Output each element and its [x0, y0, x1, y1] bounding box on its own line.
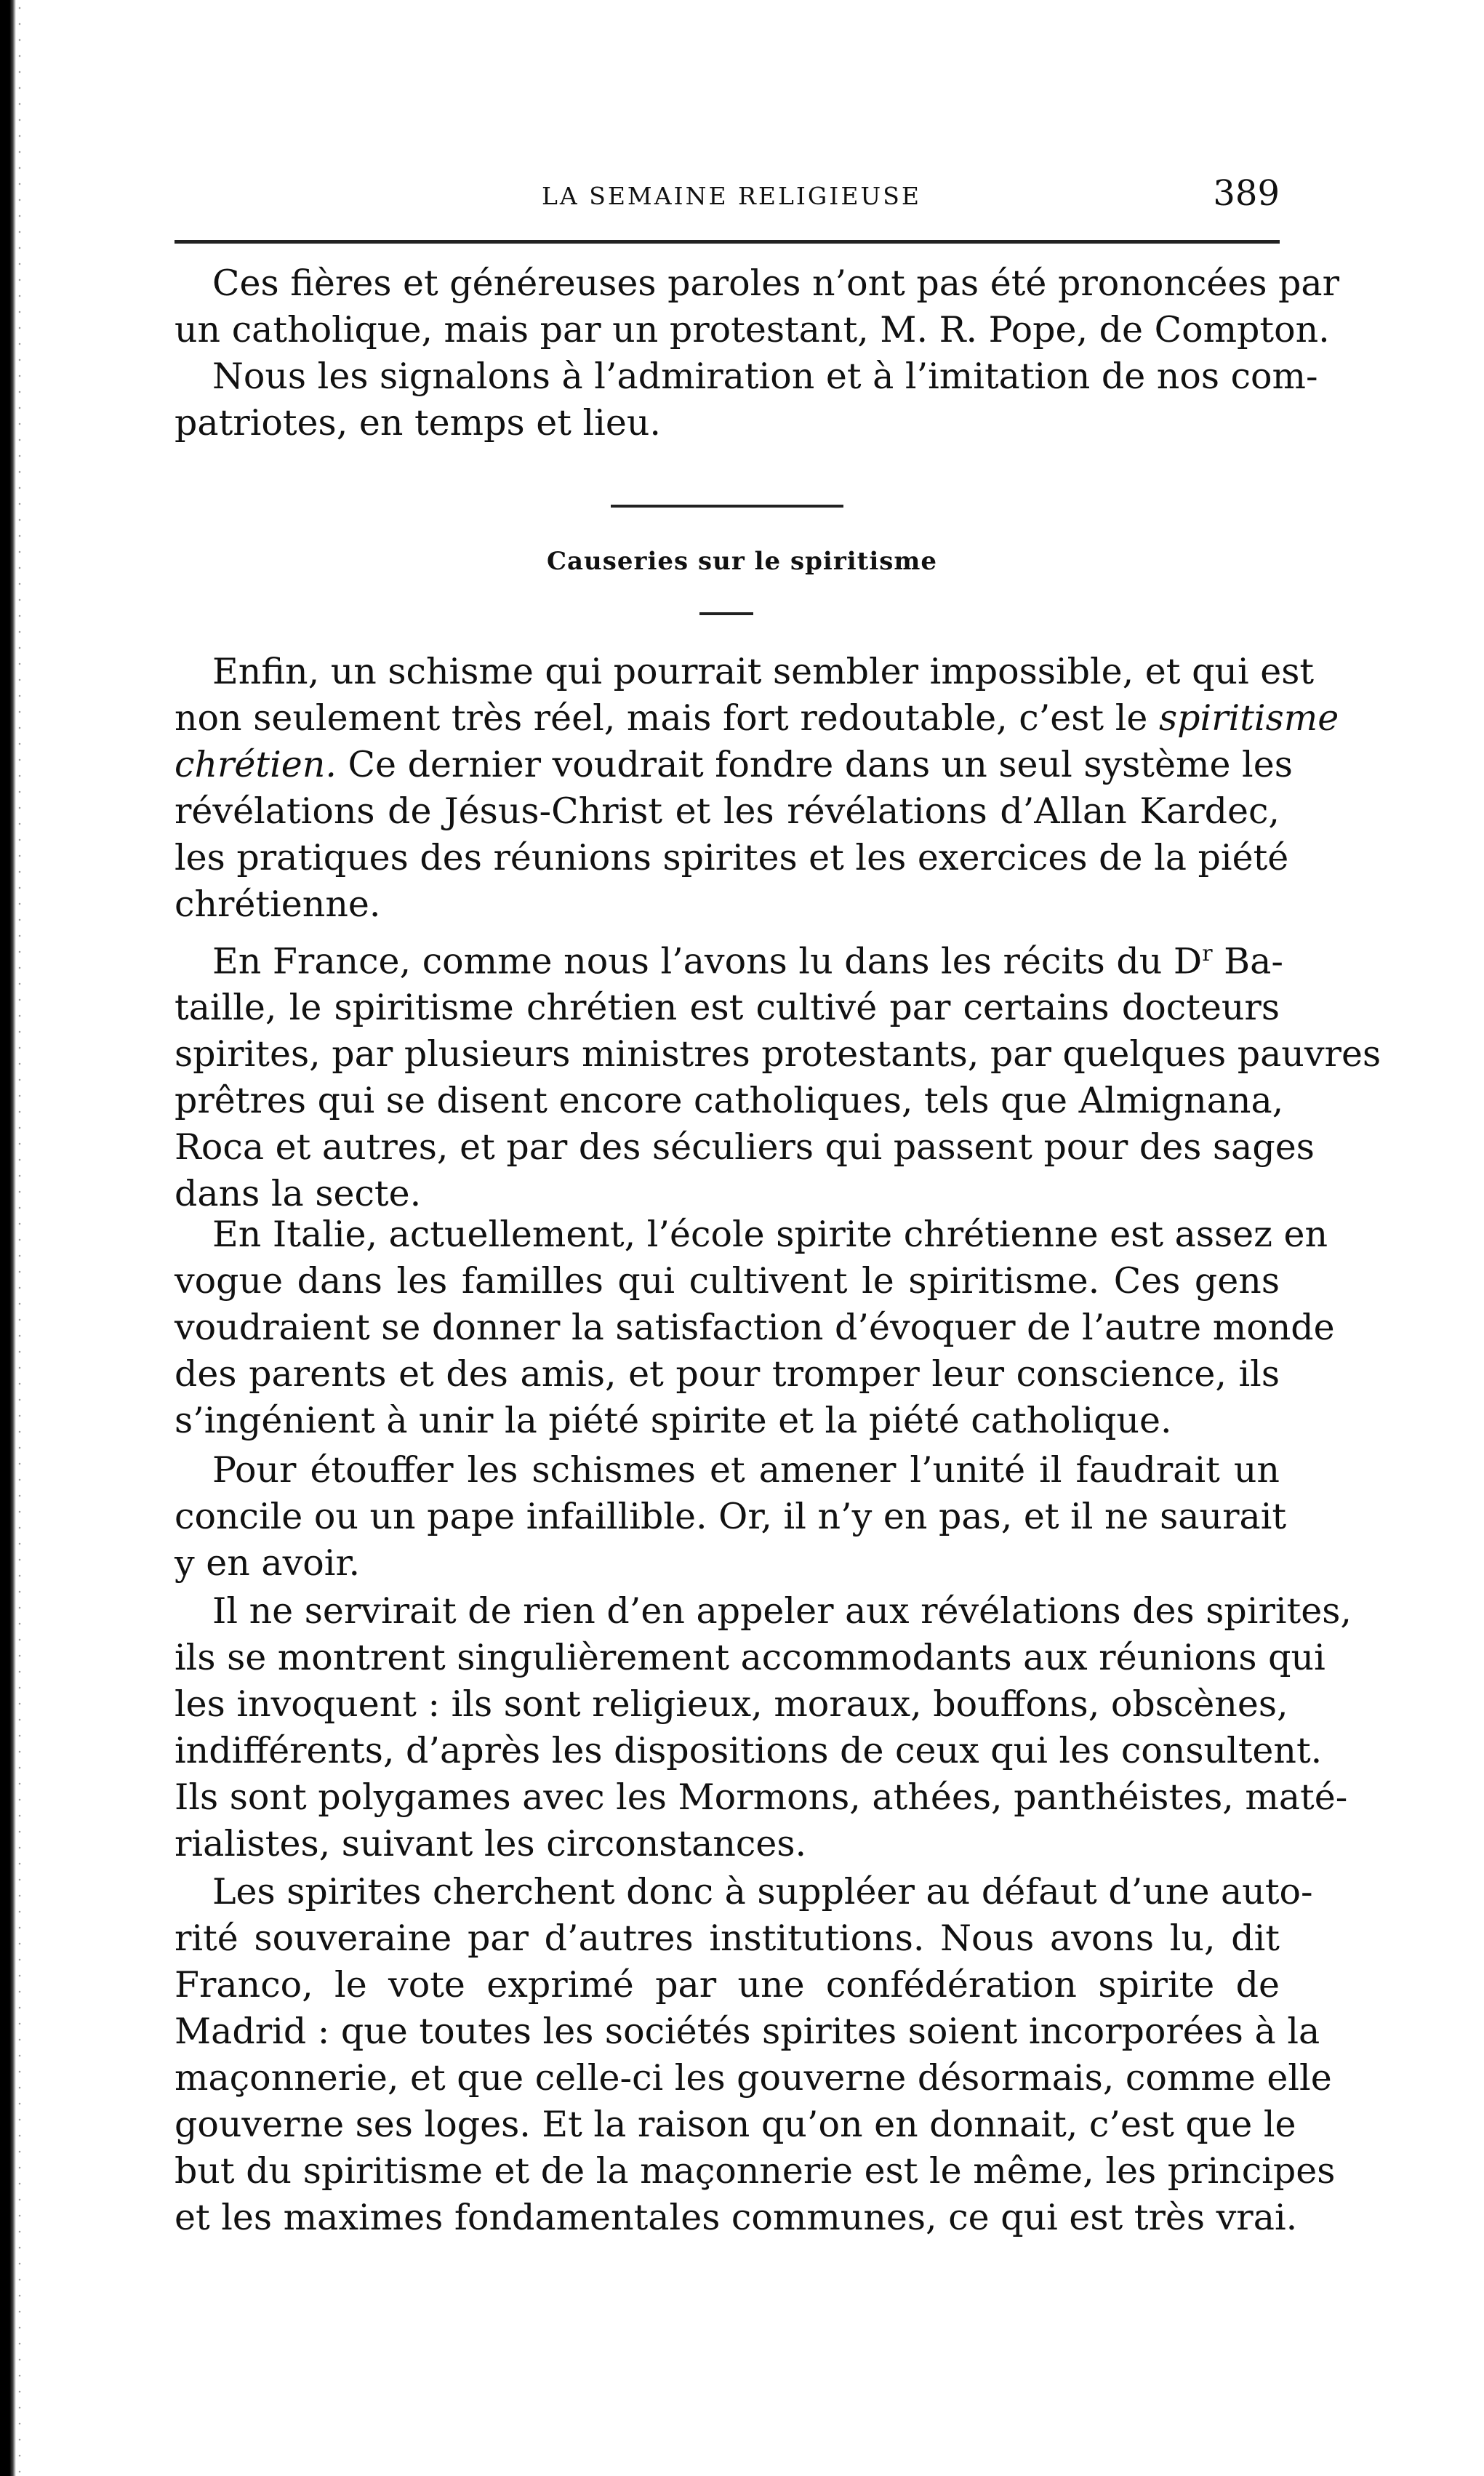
paragraph-line: s’ingénient à unir la piété spirite et la piété catholique.: [175, 1400, 1172, 1441]
paragraph-line: et les maximes fondamentales communes, ce qui est très vrai.: [175, 2197, 1298, 2238]
paragraph-line: Ces fières et généreuses paroles n’ont pas été prononcées par: [212, 263, 1340, 304]
paragraph-line: Franco, le vote exprimé par une confédération spirite de: [175, 1964, 1280, 2006]
paragraph-line: Pour étouffer les schismes et amener l’unité il faudrait un: [212, 1449, 1280, 1491]
paragraph-line: Roca et autres, et par des séculiers qui passent pour des sages: [175, 1126, 1315, 1169]
paragraph-line: vogue dans les familles qui cultivent le spiritisme. Ces gens: [175, 1260, 1280, 1302]
paragraph-line: gouverne ses loges. Et la raison qu’on en donnait, c’est que le: [175, 2104, 1296, 2145]
paragraph-line: les pratiques des réunions spirites et les exercices de la piété: [175, 837, 1289, 878]
paragraph-line: Ils sont polygames avec les Mormons, athées, panthéistes, maté-: [175, 1776, 1348, 1818]
scan-margin-specks: [16, 0, 23, 2476]
paragraph-line: [175, 742, 1293, 788]
paragraph-7: [175, 1869, 1336, 2241]
paragraph-line: patriotes, en temps et lieu.: [175, 402, 661, 444]
running-title: LA SEMAINE RELIGIEUSE: [542, 182, 921, 210]
paragraph-line: Madrid : que toutes les sociétés spirites soient incorporées à la: [175, 2011, 1320, 2052]
paragraph-line: [175, 695, 1339, 742]
paragraph-line: indifférents, d’après les dispositions de ceux qui les consultent.: [175, 1730, 1323, 1771]
paragraph-6: [175, 1588, 1352, 1867]
paragraph-line: ils se montrent singulièrement accommodants aux réunions qui: [175, 1637, 1325, 1678]
paragraph-line: dans la secte.: [175, 1173, 422, 1215]
header-rule: [175, 240, 1280, 244]
italic-term: chrétien.: [175, 744, 337, 785]
paragraph-line: spirites, par plusieurs ministres protestants, par quelques pauvres: [175, 1033, 1381, 1075]
text-run: Ba-: [1212, 940, 1283, 982]
page-header: [175, 173, 1280, 233]
paragraph-line: les invoquent : ils sont religieux, moraux, bouffons, obscènes,: [175, 1683, 1288, 1725]
paragraph-1: [175, 260, 1340, 446]
scan-binding-edge: [0, 0, 16, 2476]
paragraph-line: concile ou un pape infaillible. Or, il n’y en pas, et il ne saurait: [175, 1496, 1287, 1537]
paragraph-line: Nous les signalons à l’admiration et à l’imitation de nos com-: [212, 356, 1318, 397]
text-run: non seulement très réel, mais fort redoutable, c’est le: [175, 697, 1159, 739]
text-run: En France, comme nous l’avons lu dans les récits du D: [212, 940, 1203, 982]
paragraph-line: taille, le spiritisme chrétien est cultivé par certains docteurs: [175, 987, 1280, 1029]
paragraph-line: y en avoir.: [175, 1542, 361, 1584]
paragraph-line: maçonnerie, et que celle-ci les gouverne désormais, comme elle: [175, 2057, 1332, 2099]
paragraph-line: Les spirites cherchent donc à suppléer au défaut d’une auto-: [212, 1871, 1313, 1912]
paragraph-line: des parents et des amis, et pour tromper leur conscience, ils: [175, 1353, 1280, 1395]
paragraph-line: rité souveraine par d’autres institutions. Nous avons lu, dit: [175, 1918, 1280, 1959]
paragraph-line: Enfin, un schisme qui pourrait sembler impossible, et qui est: [212, 651, 1315, 692]
paragraph-line: révélations de Jésus-Christ et les révélations d’Allan Kardec,: [175, 790, 1280, 832]
italic-term: spiritisme: [1158, 697, 1339, 739]
paragraph-line: Il ne servirait de rien d’en appeler aux révélations des spirites,: [212, 1590, 1352, 1632]
paragraph-line: prêtres qui se disent encore catholiques, tels que Almignana,: [175, 1080, 1284, 1122]
paragraph-line: chrétienne.: [175, 884, 381, 925]
paragraph-line: [175, 931, 1283, 985]
paragraph-line: En Italie, actuellement, l’école spirite chrétienne est assez en: [212, 1214, 1328, 1255]
paragraph-line: un catholique, mais par un protestant, M. R. Pope, de Compton.: [175, 309, 1330, 350]
superscript: r: [1202, 941, 1213, 966]
paragraph-5: [175, 1447, 1287, 1587]
section-heading: Causeries sur le spiritisme: [546, 547, 938, 576]
paragraph-4: [175, 1211, 1335, 1444]
paragraph-line: but du spiritisme et de la maçonnerie est le même, les principes: [175, 2150, 1336, 2192]
paragraph-2: [175, 649, 1339, 928]
text-run: Ce dernier voudrait fondre dans un seul système les: [336, 744, 1293, 785]
paragraph-line: voudraient se donner la satisfaction d’évoquer de l’autre monde: [175, 1307, 1335, 1348]
section-divider: [611, 505, 843, 508]
heading-dash: [699, 612, 753, 615]
paragraph-line: rialistes, suivant les circonstances.: [175, 1823, 807, 1864]
page-number: 389: [1213, 173, 1280, 214]
paragraph-3: [175, 931, 1381, 1217]
